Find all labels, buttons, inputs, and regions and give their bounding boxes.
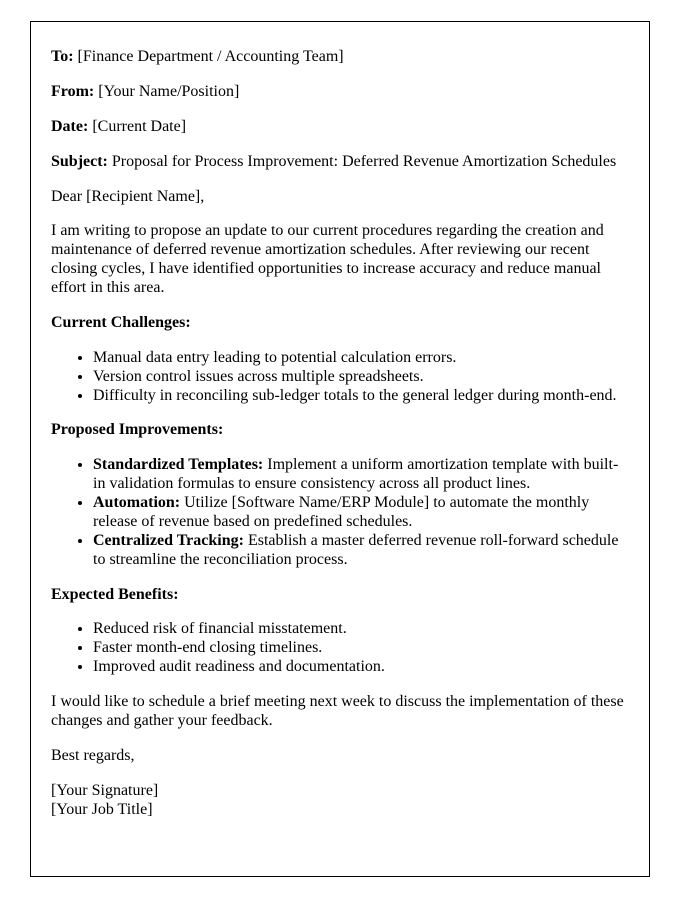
list-item-text: Utilize [Software Name/ERP Module] to automate the monthly release of revenue based on predefined schedules. xyxy=(93,494,590,530)
meta-line-to xyxy=(51,48,629,67)
list-item xyxy=(93,532,629,570)
list-item-text: Establish a master deferred revenue roll-forward schedule to streamline the reconciliation process. xyxy=(93,531,619,568)
meta-date-label: Date: xyxy=(51,117,89,135)
closing-paragraph: I would like to schedule a brief meeting next week to discuss the implementation of these changes and gather your feedback. xyxy=(51,693,624,729)
list-item: • Faster month-end closing timelines. xyxy=(93,639,629,658)
meta-subject-label: Subject: xyxy=(51,152,108,170)
list-item xyxy=(93,494,629,532)
list-item: • Manual data entry leading to potential calculation errors. xyxy=(93,349,629,368)
signature-block xyxy=(51,782,629,820)
signature-line: [Your Signature] xyxy=(51,781,159,799)
section-heading-expected-benefits: Expected Benefits: xyxy=(51,585,179,603)
signoff: Best regards, xyxy=(51,746,135,764)
section-heading-current-challenges: Current Challenges: xyxy=(51,313,191,331)
meta-to-label: To: xyxy=(51,48,74,65)
intro-paragraph: I am writing to propose an update to our current procedures regarding the creation and maintenance of deferred revenue amortization schedules. After reviewing our recent closing cycles, I have identified opportunities to increase accuracy and reduce manual effort in this area. xyxy=(51,222,604,296)
list-item: • Improved audit readiness and documentation. xyxy=(93,658,629,677)
proposed-improvements-list xyxy=(51,456,629,569)
current-challenges-list xyxy=(51,349,629,406)
meta-line-from xyxy=(51,83,629,102)
meta-to-value: [Finance Department / Accounting Team] xyxy=(77,48,344,65)
letter-page xyxy=(30,21,650,877)
meta-from-label: From: xyxy=(51,82,95,100)
list-item-lead: Automation: xyxy=(93,494,181,511)
job-title-line: [Your Job Title] xyxy=(51,800,153,818)
meta-line-subject xyxy=(51,153,629,172)
meta-line-date xyxy=(51,118,629,137)
meta-date-value: [Current Date] xyxy=(92,117,187,135)
list-item: • Version control issues across multiple spreadsheets. xyxy=(93,368,629,387)
section-heading-proposed-improvements: Proposed Improvements: xyxy=(51,421,224,439)
list-item: • Difficulty in reconciling sub-ledger totals to the general ledger during month-end. xyxy=(93,387,629,406)
meta-subject-value: Proposal for Process Improvement: Deferred Revenue Amortization Schedules xyxy=(111,152,617,170)
list-item-lead: Standardized Templates: xyxy=(93,456,264,474)
expected-benefits-list xyxy=(51,620,629,677)
list-item-lead: Centralized Tracking: xyxy=(93,531,244,549)
salutation: Dear [Recipient Name], xyxy=(51,187,205,205)
list-item: • Reduced risk of financial misstatement. xyxy=(93,620,629,639)
meta-from-value: [Your Name/Position] xyxy=(98,82,240,100)
list-item-text: Implement a uniform amortization template with built-in validation formulas to ensure consistency across all product lines. xyxy=(93,456,619,493)
list-item xyxy=(93,456,629,494)
